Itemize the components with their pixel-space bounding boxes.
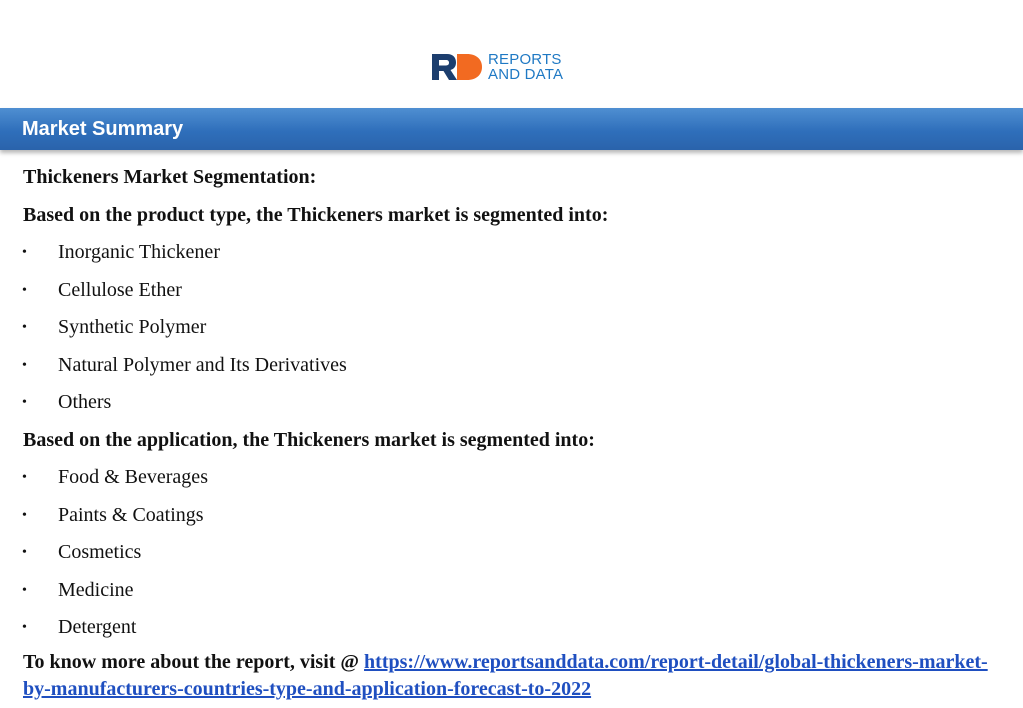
list-item-label: Cosmetics [58,541,142,563]
report-link[interactable]: https://www.reportsanddata.com/report-detail/global-thickeners-market-by-manufacturers-countries-type-and-application-forecast-to-2022 [23,650,988,700]
list-item-label: Cellulose Ether [58,278,182,301]
bullet-icon: • [22,282,27,298]
list-item-application [23,461,1003,499]
bullet-icon: • [22,545,27,560]
list-item-label: Inorganic Thickener [58,241,220,263]
logo-text-line2: AND DATA [488,66,564,83]
logo-d-icon [456,52,484,82]
application-heading: Based on the application, the Thickeners market is segmented into: [23,428,595,451]
list-item-label: Synthetic Polymer [58,316,207,338]
bullet-icon: • [22,395,27,410]
list-item-product-type [23,349,1003,387]
report-link-prefix: To know more about the report, visit @ [23,650,365,673]
bullet-icon: • [22,620,27,635]
product-type-heading: Based on the product type, the Thickeners market is segmented into: [23,203,609,226]
bullet-icon: • [22,320,27,335]
list-item-label: Food & Beverages [58,466,208,488]
list-item-product-type [23,386,1003,424]
logo-text-line1: REPORTS [488,51,562,68]
document-content [23,161,1003,703]
report-link-paragraph [23,649,1003,703]
list-item-application [23,574,1003,612]
bullet-icon: • [22,582,27,598]
list-item-application [23,611,1003,649]
list-item-application [23,536,1003,574]
list-item-label: Medicine [58,578,134,601]
logo-mark-icon [430,52,486,82]
list-item-label: Detergent [58,616,137,638]
bullet-icon: • [22,507,27,523]
list-item-product-type [23,311,1003,349]
section-banner [0,108,1023,150]
segmentation-heading: Thickeners Market Segmentation: [23,166,317,188]
list-item-application [23,499,1003,537]
brand-logo [430,50,563,84]
banner-title: Market Summary [22,118,184,140]
list-item-label: Natural Polymer and Its Derivatives [58,353,347,376]
bullet-icon: • [22,470,27,485]
list-item-product-type [23,274,1003,312]
bullet-icon: • [22,357,27,373]
logo-text [488,52,563,82]
list-item-label: Others [58,391,112,413]
bullet-icon: • [22,245,27,260]
list-item-label: Paints & Coatings [58,503,204,526]
list-item-product-type [23,236,1003,274]
